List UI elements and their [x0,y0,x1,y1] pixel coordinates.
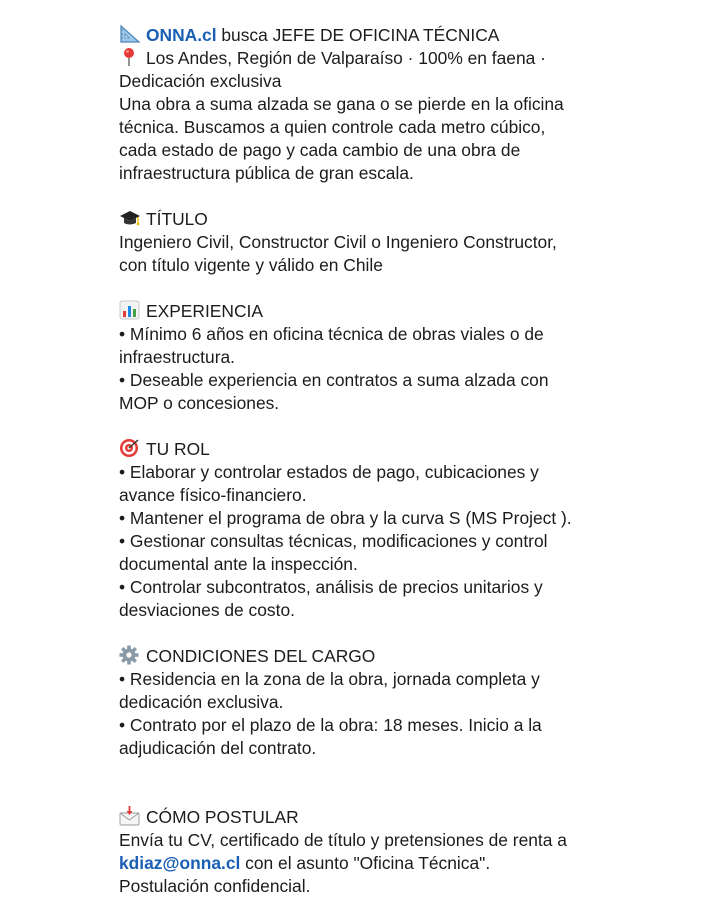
section-line: • Controlar subcontratos, análisis de precios unitarios y [119,577,543,597]
section-line: desviaciones de costo. [119,600,295,620]
section-line: avance físico-financiero. [119,485,307,505]
intro-line: cada estado de pago y cada cambio de una obra de [119,140,521,160]
headline-text: busca JEFE DE OFICINA TÉCNICA [216,25,500,45]
brand-link[interactable]: ONNA.cl [146,25,217,45]
location-text: Los Andes, Región de Valparaíso · 100% en faena · [146,48,546,68]
bar-chart-icon [119,300,141,320]
section-heading-rol [119,438,694,461]
section-heading-condiciones [119,645,694,668]
section-heading-text: TU ROL [146,439,210,459]
envelope-with-arrow-icon [119,806,141,826]
section-line: Ingeniero Civil, Constructor Civil o Ingeniero Constructor, [119,232,557,252]
section-line: Postulación confidencial. [119,876,311,896]
section-line: • Contrato por el plazo de la obra: 18 meses. Inicio a la [119,715,542,735]
section-line: MOP o concesiones. [119,393,280,413]
location-line [119,47,694,70]
section-line: • Residencia en la zona de la obra, jornada completa y [119,669,540,689]
section-heading-text: CONDICIONES DEL CARGO [146,646,376,666]
section-heading-postular [119,806,694,829]
email-line-text: con el asunto "Oficina Técnica". [240,853,491,873]
intro-line: infraestructura pública de gran escala. [119,163,414,183]
email-line [119,852,694,875]
job-post [119,24,694,898]
gear-icon [119,645,141,665]
intro-line: Una obra a suma alzada se gana o se pierde en la oficina [119,94,564,114]
email-link[interactable]: kdiaz@onna.cl [119,853,241,873]
section-line: • Elaborar y controlar estados de pago, cubicaciones y [119,462,539,482]
section-line: dedicación exclusiva. [119,692,284,712]
section-line: Envía tu CV, certificado de título y pretensiones de renta a [119,830,567,850]
triangular-ruler-icon [119,24,141,44]
intro-line: técnica. Buscamos a quien controle cada metro cúbico, [119,117,546,137]
section-heading-text: CÓMO POSTULAR [146,807,299,827]
direct-hit-target-icon [119,438,141,458]
section-line: con título vigente y válido en Chile [119,255,383,275]
section-line: documental ante la inspección. [119,554,358,574]
location-line-2: Dedicación exclusiva [119,71,282,91]
section-line: infraestructura. [119,347,235,367]
section-line: • Deseable experiencia en contratos a suma alzada con [119,370,549,390]
section-heading-text: TÍTULO [146,209,208,229]
section-line: • Mantener el programa de obra y la curva S (MS Project ). [119,508,572,528]
section-heading-titulo [119,208,694,231]
section-line: • Gestionar consultas técnicas, modificaciones y control [119,531,548,551]
headline [119,24,694,47]
section-heading-text: EXPERIENCIA [146,301,263,321]
section-heading-experiencia [119,300,694,323]
section-line: • Mínimo 6 años en oficina técnica de obras viales o de [119,324,544,344]
graduation-cap-icon [119,208,141,228]
section-line: adjudicación del contrato. [119,738,317,758]
round-pushpin-icon [119,47,141,67]
